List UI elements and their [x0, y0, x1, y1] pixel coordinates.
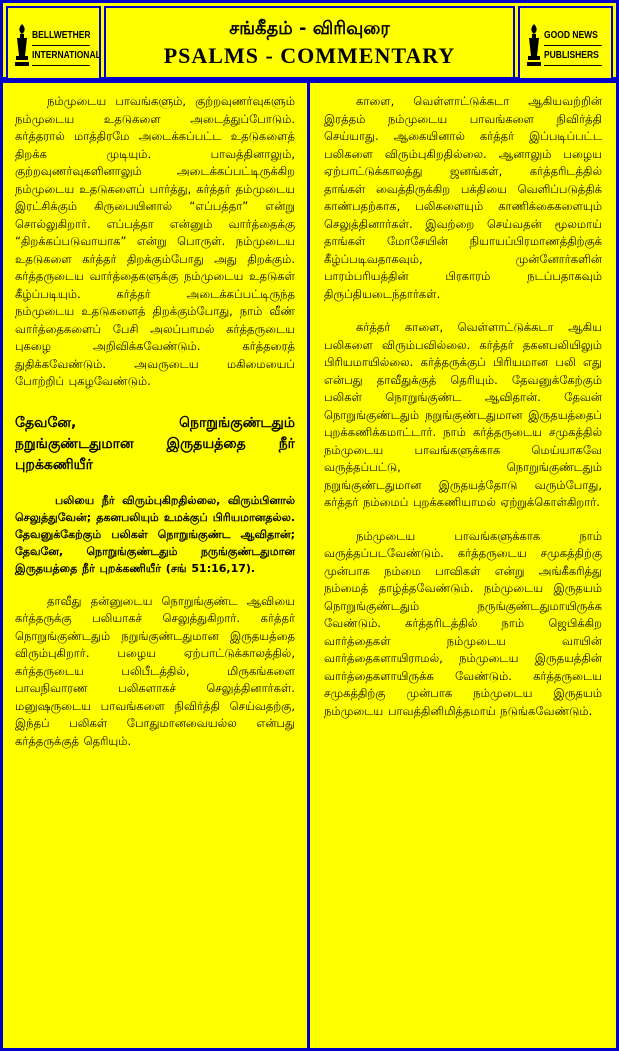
- page-title-tamil: சங்கீதம் - விரிவுரை: [229, 17, 390, 39]
- left-paragraph-1: நம்முடைய பாவங்களும், குற்றவுணர்வுகளும் நம்முடைய உதடுகளை அடைத்துப்போடும். கர்த்தரால் மாத்திரமே அடைக்கப்பட்ட உதடுகளைத் திறக்க முடியும். பாவத்தினாலும், குற்றவுணர்வுகளினாலும் அடைக்கப்பட்டிருக்கிற நம்முடைய உதடுகளைப் பார்த்து, கர்த்தர் தம்முடைய இரட்சிக்கும் கிருபையினால் “எப்பத்தா” என்று சொல்லுகிறார். எப்பத்தா என்னும் வார்த்தைக்கு “திறக்கப்படுவாயாக” என்று பொருள். நம்முடைய உதடுகளை கர்த்தர் திறக்கும்போது அது திறக்கும். கர்த்தருடைய வார்த்தைகளுக்கு நம்முடைய உதடுகள் கீழ்ப்படியும். கர்த்தர் அடைக்கப்பட்டிருந்த நம்முடைய உதடுகளைத் திறக்கும்போது, நாம் வீண் வார்த்தைகளைப் பேசி அலப்பாமல் கர்த்தருடைய புகழை அறிவிக்கவேண்டும். கர்த்தரைத் துதிக்கவேண்டும். அவருடைய மகிமையைப் போற்றிப் புகழவேண்டும்.: [15, 94, 295, 388]
- scripture-verse: பலியை நீர் விரும்புகிறதில்லை, விரும்பினால் செலுத்துவேன்; தகனபலியும் உமக்குப் பிரியமானதல்ல. தேவனுக்கேற்கும் பலிகள் நொறுங்குண்ட ஆவிதான்; தேவனே, நொறுங்குண்டதும் நருங்குண்டதுமான இருதயத்தை நீர் புறக்கணியீர் (சங் 51:16,17).: [15, 493, 295, 575]
- right-paragraph-2: கர்த்தர் காளை, வெள்ளாட்டுக்கடா ஆகிய பலிகளை விரும்பவில்லை. கர்த்தர் தகனபலியிலும் பிரியமாயில்லை. கர்த்தருக்குப் பிரியமான பலி எது என்பது தாவீதுக்குத் தெரியும். தேவனுக்கேற்கும் பலிகள் நொறுங்குண்ட ஆவிதான். தேவன் நொறுங்குண்டதும் நறுங்குண்டதுமான இருதயத்தைப் புறக்கணிக்கமாட்டார். நாம் கர்த்தருடைய சமுகத்தில் நம்முடைய பாவங்களுக்காக மெய்யாகவே வருத்தப்பட்டு, நொறுங்குண்டதும் நறுங்குண்டதுமான இருதயத்தோடு வரும்போது, கர்த்தர் நம்மைப் புறக்கணியாமல் ஏற்றுக்கொள்கிறார்.: [324, 320, 602, 509]
- title-box: [104, 6, 515, 80]
- right-paragraph-1: காளை, வெள்ளாட்டுக்கடா ஆகியவற்றின் இரத்தம் நம்முடைய பாவங்களை நிவிர்த்தி செய்யாது. ஆகையினால் கர்த்தர் இப்படிப்பட்ட பலிகளை விரும்புகிறதில்லை. ஆனாலும் பழைய ஏற்பாட்டுக்காலத்து ஜனங்கள், கர்த்தரிடத்தில் தாங்கள் வைத்திருக்கிற பக்தியை வெளிப்படுத்திக் காண்பதற்காக, பலிகளையும் காணிக்கைகளையும் செலுத்தினார்கள். இவற்றை செய்வதன் மூலமாய் தாங்கள் மோசேயின் நியாயப்பிரமாணத்திற்குக் கீழ்ப்படிவதாகவும், முன்னோர்களின் பாரம்பரியத்தின் பிரகாரம் நடப்பதாகவும் திருப்தியடைந்தார்கள்.: [324, 94, 602, 301]
- bellwether-logo: [6, 6, 101, 80]
- page-title-english: PSALMS - COMMENTARY: [163, 42, 456, 68]
- bellwether-lamp-icon: [14, 22, 30, 70]
- logo-right-line1: GOOD NEWS: [544, 26, 602, 46]
- logo-left-line2: INTERNATIONAL: [32, 46, 90, 66]
- page-header: [0, 0, 619, 80]
- logo-right-line2: PUBLISHERS: [544, 46, 602, 66]
- right-paragraph-3: நம்முடைய பாவங்களுக்காக நாம் வருத்தப்படவேண்டும். கர்த்தருடைய சமுகத்திற்கு முன்பாக நம்மை பாவிகள் என்று அங்கீகரித்து நம்மைத் தாழ்த்தவேண்டும். நம்முடைய இருதயம் நொறுங்குண்டதும் நருங்குண்டதுமாயிருக்க வேண்டும். கர்த்தரிடத்தில் நாம் ஜெபிக்கிற வார்த்தைகள் நம்முடைய வாயின் வார்த்தைகளாயிராமல், நம்முடைய இருதயத்தின் வார்த்தைகளாயிருக்க வேண்டும். கர்த்தருடைய சமுகத்திற்கு முன்பாக நம்முடைய இருதயம் நம்முடைய பாவத்தினிமித்தமாய் நடுங்கவேண்டும்.: [324, 528, 602, 718]
- good-news-logo: [518, 6, 613, 80]
- section-heading: தேவனே, நொறுங்குண்டதும் நறுங்குண்டதுமான இருதயத்தை நீர் புறக்கணியீர்: [15, 414, 295, 473]
- left-column: [0, 80, 310, 1051]
- right-column: [307, 80, 619, 1051]
- logo-left-line1: BELLWETHER: [32, 26, 90, 46]
- left-paragraph-2: தாவீது தன்னுடைய நொறுங்குண்ட ஆவியை கர்த்தருக்கு பலியாகச் செலுத்துகிறார். கர்த்தர் நொறுங்குண்டதும் நறுங்குண்டதுமான இருதயத்தை விரும்புகிறார். பழைய ஏற்பாட்டுக்காலத்தில், கர்த்தருடைய பலிபீடத்தில், மிருகங்களை பாவநிவாரண பலிகளாகச் செலுத்தினார்கள். மனுஷருடைய பாவங்களை நிவிர்த்தி செய்வதற்கு, இந்தப் பலிகள் போதுமானவையல்ல என்பது கர்த்தருக்குத் தெரியும்.: [15, 593, 295, 748]
- good-news-lamp-icon: [526, 22, 542, 70]
